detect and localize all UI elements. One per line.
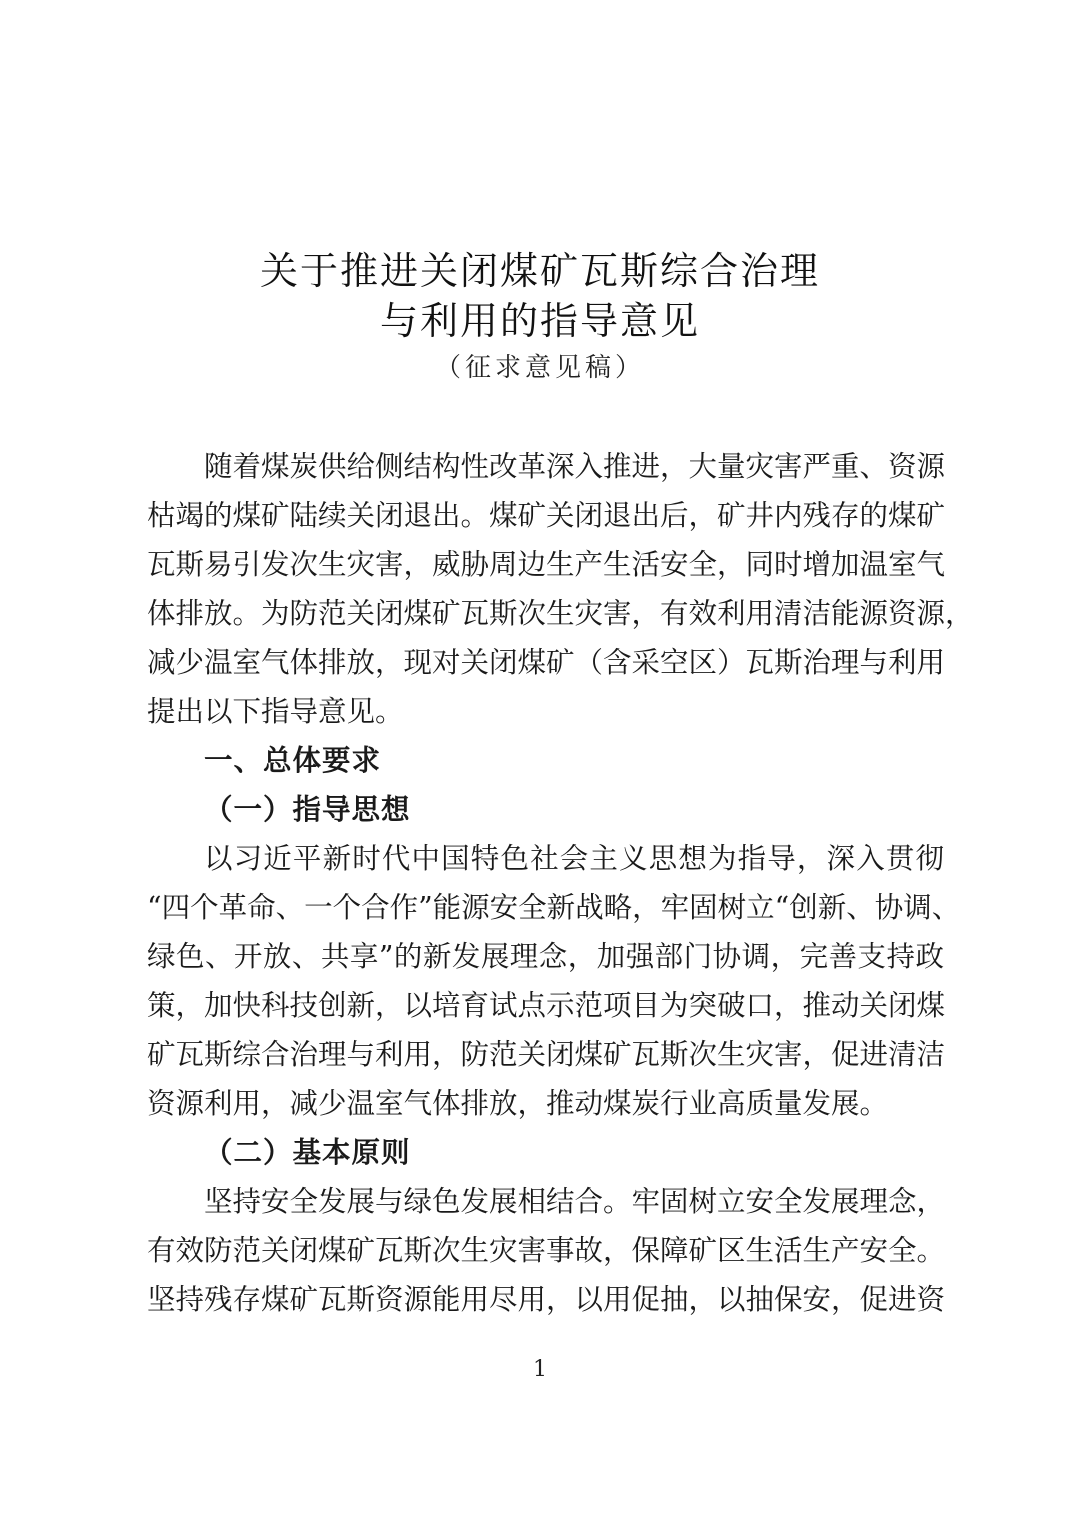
document-title-line-2: 与利用的指导意见 <box>379 299 700 343</box>
principle-line: 坚持残存煤矿瓦斯资源能用尽用，以用促抽，以抽保安，促进资 <box>147 1283 946 1316</box>
principle-line: 坚持安全发展与绿色发展相结合。牢固树立安全发展理念， <box>204 1185 946 1218</box>
guiding-line: 资源利用，减少温室气体排放，推动煤炭行业高质量发展。 <box>147 1087 889 1120</box>
document-title-line-1: 关于推进关闭煤矿瓦斯综合治理 <box>259 249 820 293</box>
subsection-heading: （二）基本原则 <box>204 1136 411 1169</box>
intro-line: 提出以下指导意见。 <box>147 695 404 728</box>
section-heading: 一、总体要求 <box>204 744 382 777</box>
guiding-line: 以习近平新时代中国特色社会主义思想为指导，深入贯彻 <box>204 842 944 875</box>
intro-line: 随着煤炭供给侧结构性改革深入推进，大量灾害严重、资源 <box>204 450 946 483</box>
intro-line: 枯竭的煤矿陆续关闭退出。煤矿关闭退出后，矿井内残存的煤矿 <box>147 499 946 532</box>
principle-line: 有效防范关闭煤矿瓦斯次生灾害事故，保障矿区生活生产安全。 <box>147 1234 946 1267</box>
guiding-line: 矿瓦斯综合治理与利用，防范关闭煤矿瓦斯次生灾害，促进清洁 <box>147 1038 946 1071</box>
page-number: 1 <box>533 1357 547 1382</box>
guiding-line: “四个革命、一个合作”能源安全新战略，牢固树立“创新、协调、 <box>147 891 961 924</box>
subsection-heading: （一）指导思想 <box>204 793 411 826</box>
document-subtitle: （征求意见稿） <box>434 353 645 383</box>
guiding-line: 绿色、开放、共享”的新发展理念，加强部门协调，完善支持政 <box>147 940 944 973</box>
intro-line: 体排放。为防范关闭煤矿瓦斯次生灾害，有效利用清洁能源资源， <box>147 597 974 630</box>
intro-line: 瓦斯易引发次生灾害，威胁周边生产生活安全，同时增加温室气 <box>147 548 946 581</box>
guiding-line: 策，加快科技创新，以培育试点示范项目为突破口，推动关闭煤 <box>147 989 946 1022</box>
intro-line: 减少温室气体排放，现对关闭煤矿（含采空区）瓦斯治理与利用 <box>147 646 946 679</box>
